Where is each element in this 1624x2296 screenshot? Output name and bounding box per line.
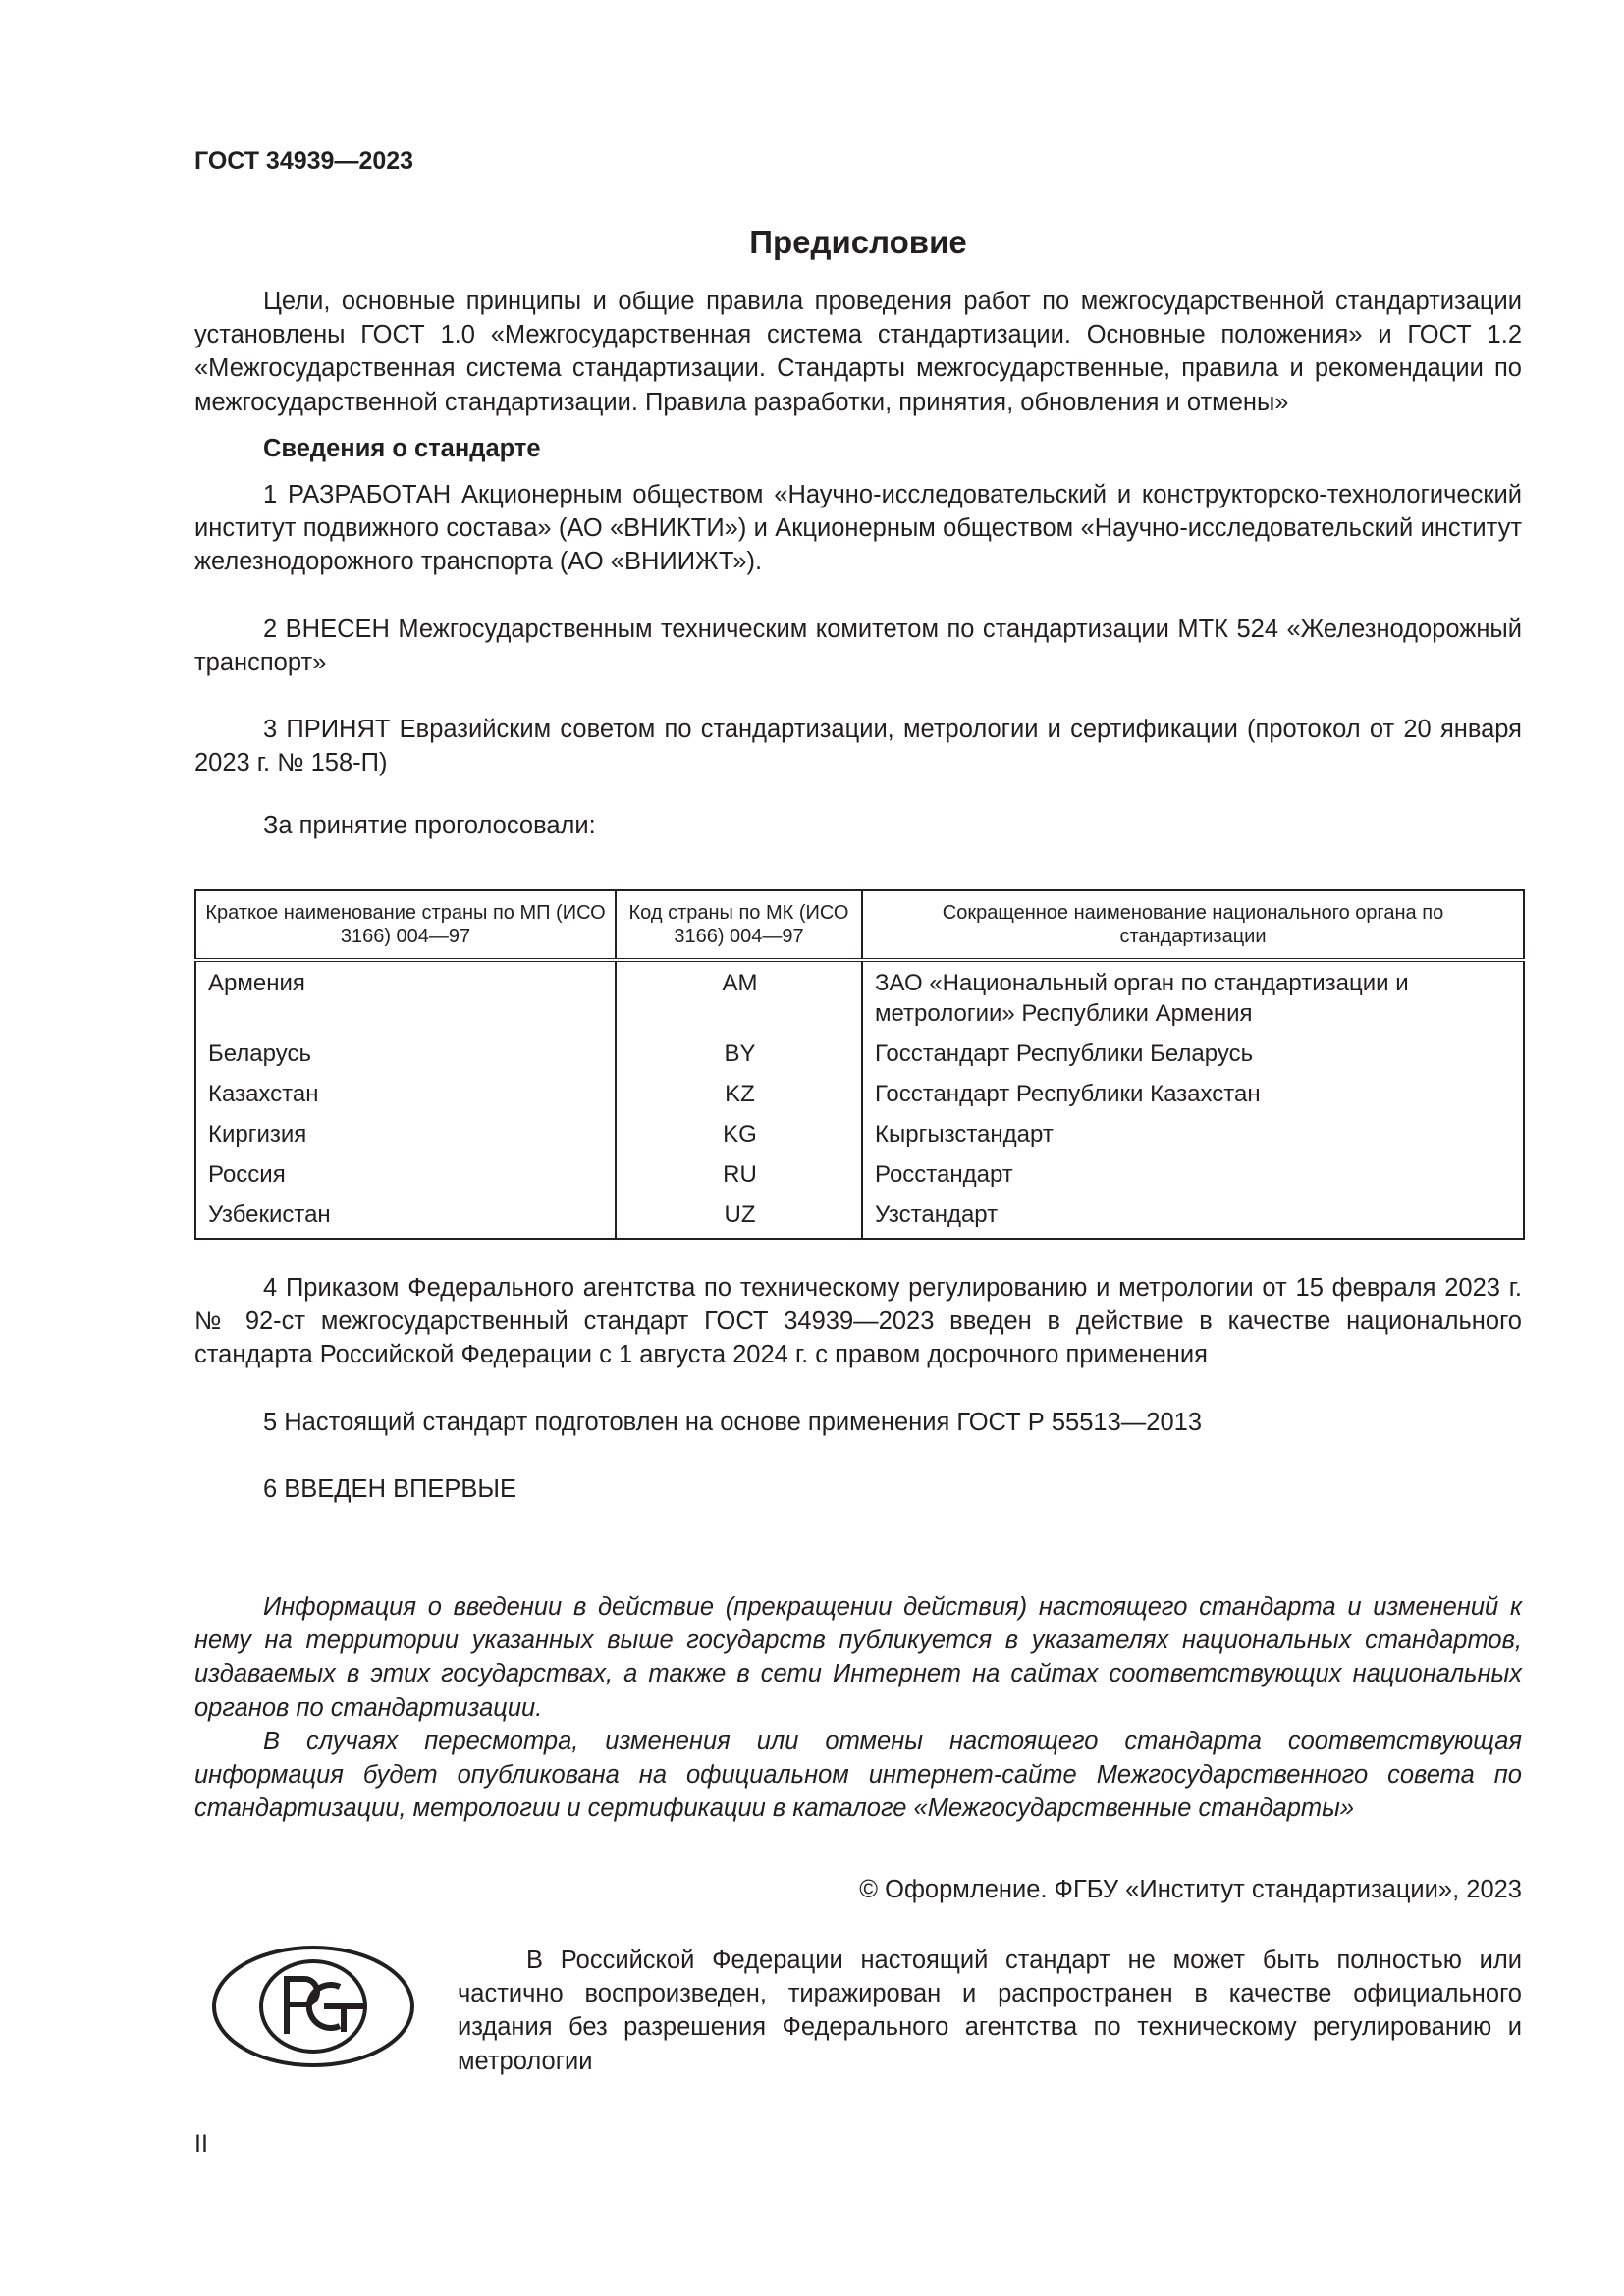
rst-certification-mark-icon — [210, 1944, 416, 2069]
table-row — [195, 1195, 1524, 1239]
notice-block — [194, 1590, 1522, 1825]
table-row — [195, 960, 1524, 1034]
table-header-row — [195, 890, 1524, 960]
page-title: Предисловие — [749, 224, 967, 260]
code-cell: KZ — [616, 1074, 862, 1114]
body-cell: Росстандарт — [862, 1154, 1524, 1195]
rights-paragraph: В Российской Федерации настоящий стандарт не может быть полностью или частично воспроизведен, тиражирован и распространен в качестве официального издания без разрешения Федерального агентства по техническому регулированию и метрологии — [458, 1947, 1522, 2075]
country-cell: Киргизия — [195, 1114, 616, 1154]
country-cell: Казахстан — [195, 1074, 616, 1114]
code-cell: KG — [616, 1114, 862, 1154]
country-cell: Армения — [195, 960, 616, 1034]
table-row — [195, 1074, 1524, 1114]
item-introduced: 2 ВНЕСЕН Межгосударственным техническим комитетом по стандартизации МТК 524 «Железнодорожный транспорт» — [194, 614, 1522, 676]
member-states-table — [194, 889, 1525, 1240]
item-first: 6 ВВЕДЕН ВПЕРВЫЕ — [263, 1474, 517, 1503]
table-row — [195, 1034, 1524, 1074]
body-cell: ЗАО «Национальный орган по стандартизации и метрологии» Республики Армения — [862, 960, 1524, 1034]
preface-body — [194, 285, 1522, 843]
vote-label: За принятие проголосовали: — [263, 812, 596, 840]
intro-paragraph: Цели, основные принципы и общие правила проведения работ по межгосударственной стандартизации установлены ГОСТ 1.0 «Межгосударственная система стандартизации. Основные положения» и ГОСТ 1.2 «Межгосударственная система стандартизации. Стандарты межгосударственные, правила и рекомендации по межгосударственной стандартизации. Правила разработки, принятия, обновления и отмены» — [194, 288, 1522, 416]
body-cell: Госстандарт Республики Казахстан — [862, 1074, 1524, 1114]
notice-paragraph: В случаях пересмотра, изменения или отмены настоящего стандарта соответствующая информация будет опубликована на официальном интернет-сайте Межгосударственного совета по стандартизации, метрологии и сертификации в каталоге «Межгосударственные стандарты» — [194, 1727, 1522, 1823]
item-order: 4 Приказом Федерального агентства по техническому регулированию и метрологии от 15 февраля 2023 г. № 92-ст межгосударственный стандарт ГОСТ 34939—2023 введен в действие в качестве национального стандарта Российской Федерации с 1 августа 2024 г. с правом досрочного применения — [194, 1274, 1522, 1369]
table-row — [195, 1154, 1524, 1195]
document-code-header: ГОСТ 34939—2023 — [194, 147, 414, 175]
body-cell: Госстандарт Республики Беларусь — [862, 1034, 1524, 1074]
copyright-line: © Оформление. ФГБУ «Институт стандартизации», 2023 — [859, 1876, 1522, 1903]
code-cell: UZ — [616, 1195, 862, 1239]
info-heading: Сведения о стандарте — [263, 434, 541, 462]
preface-body-continued — [194, 1271, 1522, 1506]
country-cell: Беларусь — [195, 1034, 616, 1074]
table-row — [195, 1114, 1524, 1154]
code-cell: RU — [616, 1154, 862, 1195]
page-number: II — [194, 2130, 208, 2158]
country-cell: Узбекистан — [195, 1195, 616, 1239]
column-header-body: Сокращенное наименование национального органа по стандартизации — [862, 890, 1524, 960]
column-header-country: Краткое наименование страны по МП (ИСО 3166) 004—97 — [195, 890, 616, 960]
item-basis: 5 Настоящий стандарт подготовлен на основе применения ГОСТ Р 55513—2013 — [263, 1408, 1203, 1436]
body-cell: Узстандарт — [862, 1195, 1524, 1239]
code-cell: BY — [616, 1034, 862, 1074]
body-cell: Кыргызстандарт — [862, 1114, 1524, 1154]
item-developed: 1 РАЗРАБОТАН Акционерным обществом «Научно-исследовательский и конструкторско-технологический институт подвижного состава» (АО «ВНИКТИ») и Акционерным обществом «Научно-исследовательский институт железнодорожного транспорта (АО «ВНИИЖТ»). — [194, 481, 1522, 576]
notice-paragraph: Информация о введении в действие (прекращении действия) настоящего стандарта и изменений к нему на территории указанных выше государств публикуется в указателях национальных стандартов, издаваемых в этих государствах, а также в сети Интернет на сайтах соответствующих национальных органов по стандартизации. — [194, 1593, 1522, 1722]
column-header-code: Код страны по МК (ИСО 3166) 004—97 — [616, 890, 862, 960]
country-cell: Россия — [195, 1154, 616, 1195]
item-adopted: 3 ПРИНЯТ Евразийским советом по стандартизации, метрологии и сертификации (протокол от 20 января 2023 г. № 158-П) — [194, 716, 1522, 777]
rights-notice — [458, 1944, 1522, 2078]
code-cell: AM — [616, 960, 862, 1034]
